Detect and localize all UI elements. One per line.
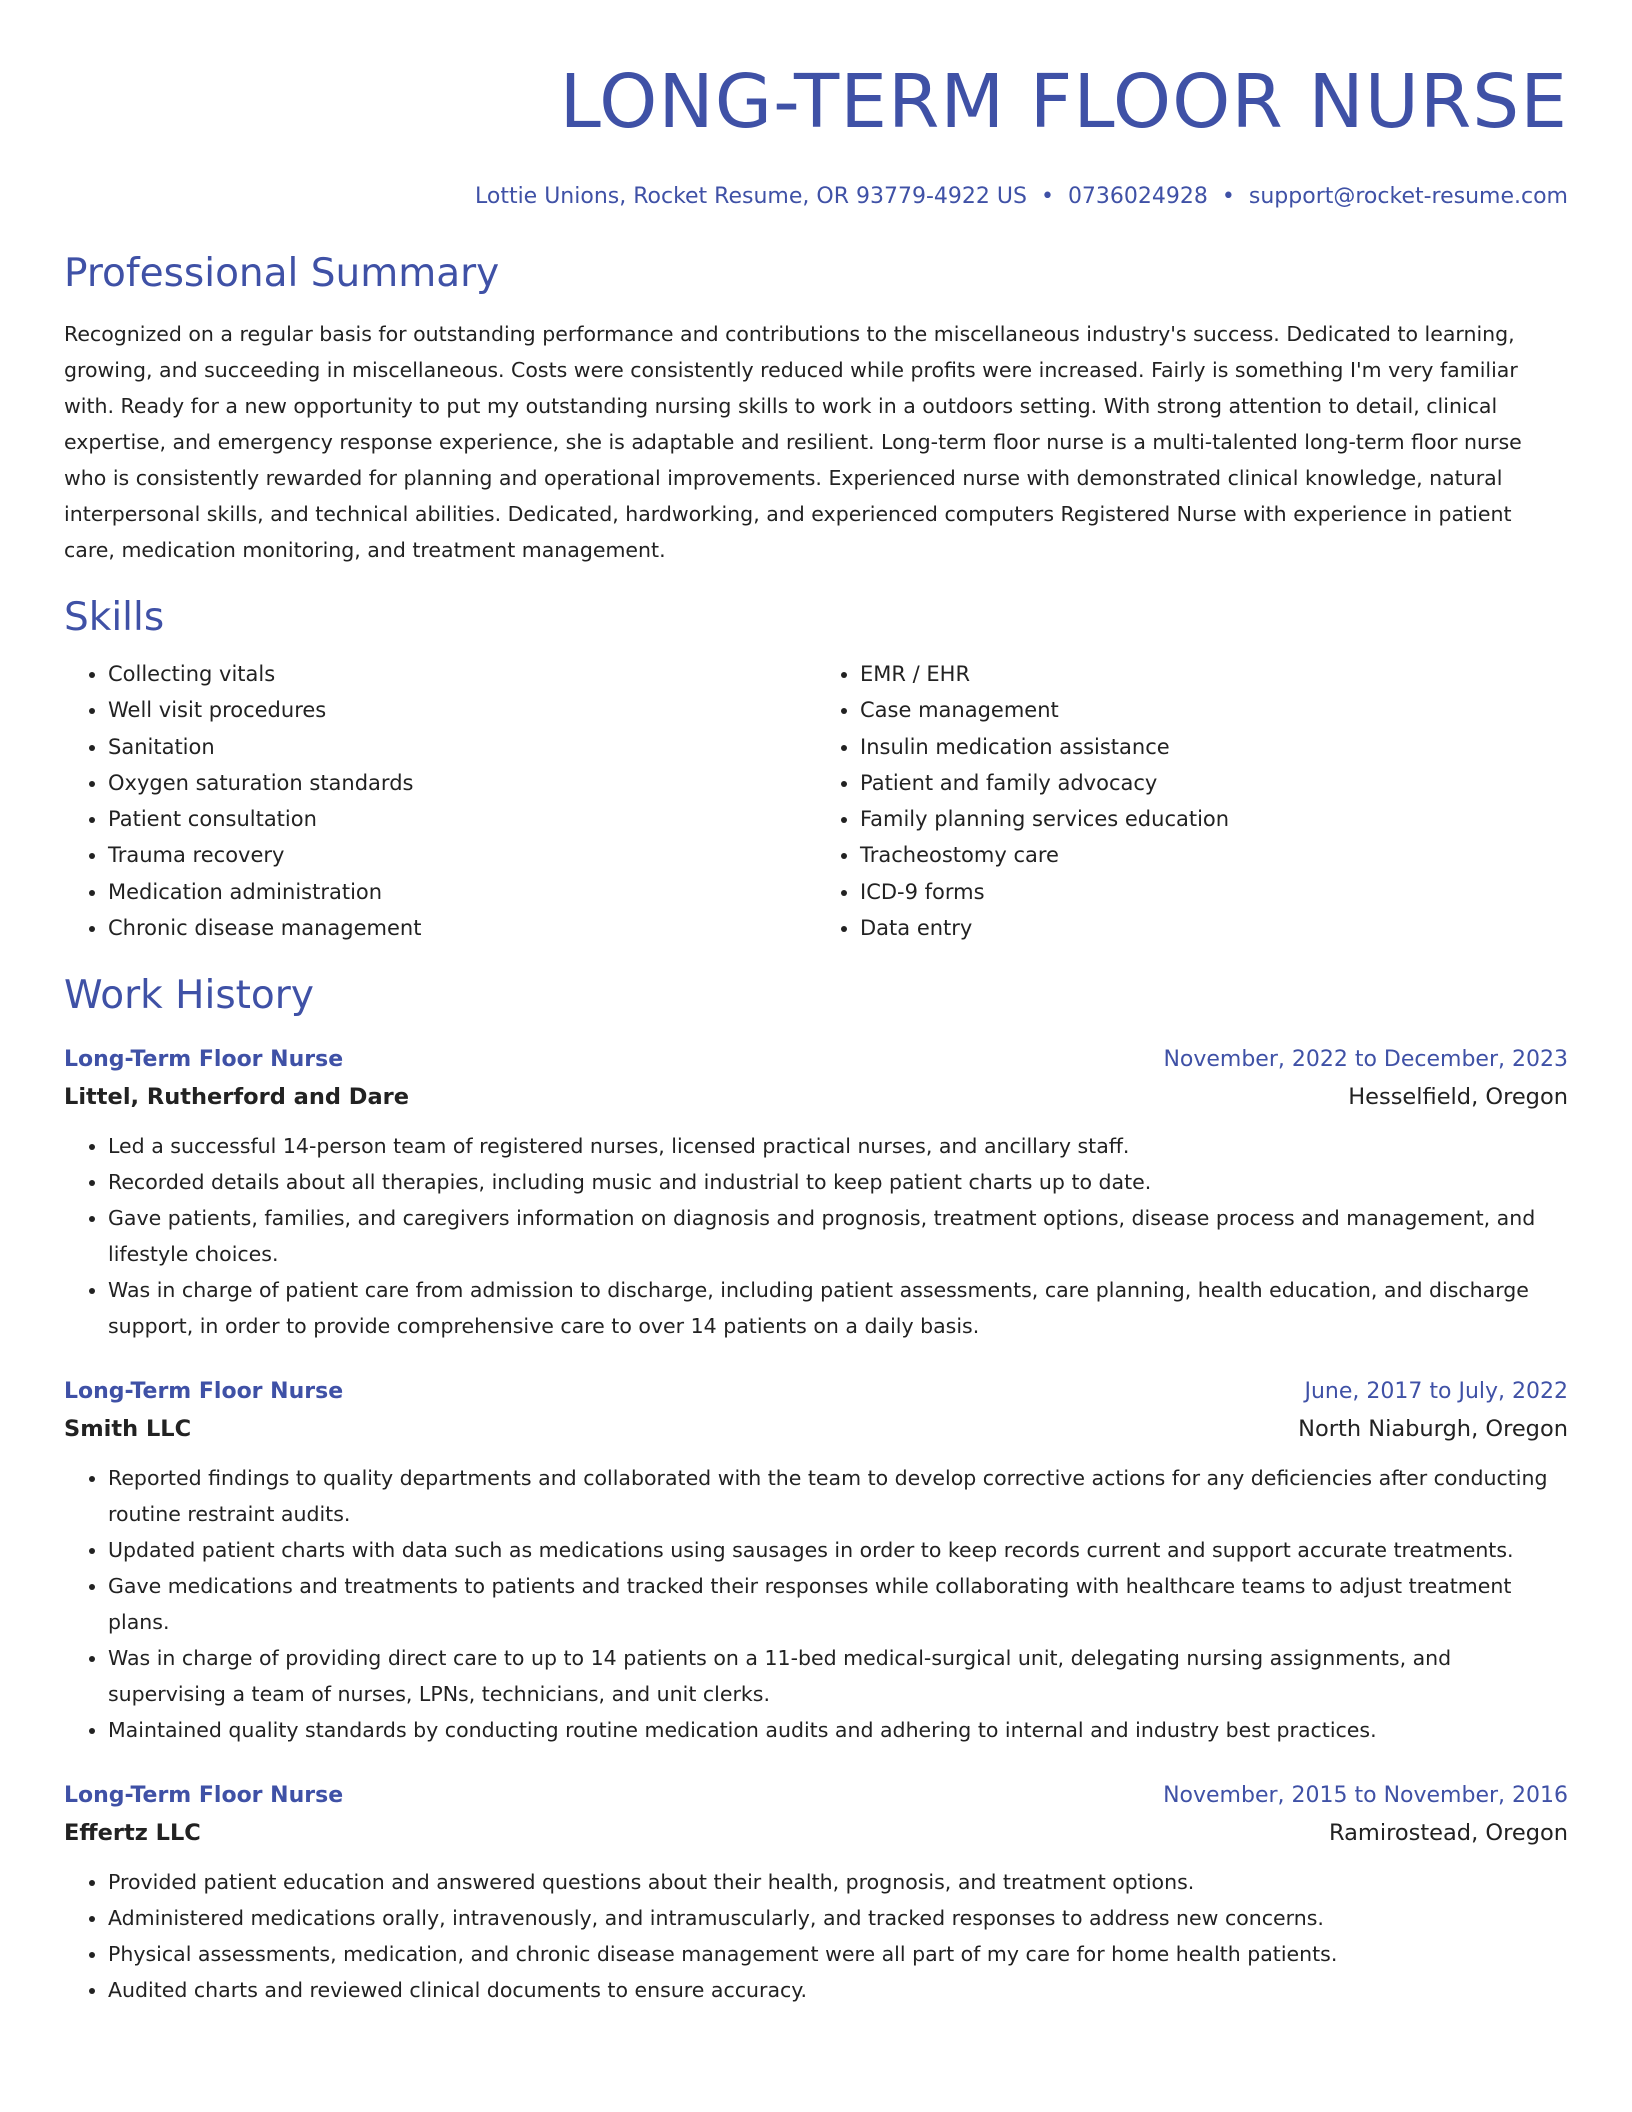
skill-item: • Patient consultation xyxy=(108,801,816,837)
summary-section xyxy=(64,250,1568,568)
job-title-row xyxy=(64,1778,1568,1814)
contact-separator: • xyxy=(1040,184,1054,209)
skill-item: • ICD-9 forms xyxy=(860,874,1568,910)
job-company-row xyxy=(64,1814,1568,1852)
job-entry xyxy=(64,1778,1568,2008)
job-company: Effertz LLC xyxy=(64,1820,201,1847)
summary-heading: Professional Summary xyxy=(64,251,500,296)
job-dates: June, 2017 to July, 2022 xyxy=(1304,1379,1568,1405)
job-title-row xyxy=(64,1042,1568,1078)
contact-separator: • xyxy=(1221,184,1235,209)
skill-item: • Chronic disease management xyxy=(108,910,816,946)
job-location: Hesselfield, Oregon xyxy=(1348,1084,1568,1111)
job-company: Littel, Rutherford and Dare xyxy=(64,1084,410,1111)
job-bullet: • Led a successful 14-person team of registered nurses, licensed practical nurses, and ancillary staff. xyxy=(108,1128,1568,1164)
skill-item: • Family planning services education xyxy=(860,801,1568,837)
contact-address: Lottie Unions, Rocket Resume, OR 93779-4922 US xyxy=(474,184,1027,209)
job-dates: November, 2022 to December, 2023 xyxy=(1163,1047,1568,1073)
job-bullet: • Was in charge of patient care from admission to discharge, including patient assessments, care planning, health education, and discharge support, in order to provide comprehensive care to over 14 patients on a daily basis. xyxy=(108,1272,1568,1344)
skill-item: • Data entry xyxy=(860,910,1568,946)
job-bullet: • Physical assessments, medication, and chronic disease management were all part of my care for home health patients. xyxy=(108,1936,1568,1972)
skill-item: • Trauma recovery xyxy=(108,837,816,873)
skill-item: • EMR / EHR xyxy=(860,656,1568,692)
job-bullet: • Gave patients, families, and caregivers information on diagnosis and prognosis, treatment options, disease process and management, and lifestyle choices. xyxy=(108,1200,1568,1272)
skills-grid xyxy=(64,656,1568,946)
job-bullet: • Was in charge of providing direct care to up to 14 patients on a 11-bed medical-surgical unit, delegating nursing assignments, and supervising a team of nurses, LPNs, technicians, and unit clerks. xyxy=(108,1640,1568,1712)
skills-section xyxy=(64,594,1568,946)
job-company: Smith LLC xyxy=(64,1416,192,1443)
job-dates: November, 2015 to November, 2016 xyxy=(1163,1783,1568,1809)
job-bullets xyxy=(64,1460,1568,1748)
skill-item: • Case management xyxy=(860,692,1568,728)
skill-item: • Tracheostomy care xyxy=(860,837,1568,873)
job-location: Ramirostead, Oregon xyxy=(1329,1820,1568,1847)
contact-email: support@rocket-resume.com xyxy=(1248,184,1568,209)
job-bullet: • Provided patient education and answered questions about their health, prognosis, and treatment options. xyxy=(108,1864,1568,1900)
job-bullets xyxy=(64,1864,1568,2008)
contact-phone: 0736024928 xyxy=(1067,184,1208,209)
skill-item: • Sanitation xyxy=(108,729,816,765)
skill-item: • Medication administration xyxy=(108,874,816,910)
contact-line xyxy=(64,182,1568,212)
job-bullet: • Reported findings to quality departments and collaborated with the team to develop corrective actions for any deficiencies after conducting routine restraint audits. xyxy=(108,1460,1568,1532)
job-bullet: • Gave medications and treatments to patients and tracked their responses while collaborating with healthcare teams to adjust treatment plans. xyxy=(108,1568,1568,1640)
job-entry xyxy=(64,1374,1568,1748)
job-location: North Niaburgh, Oregon xyxy=(1298,1416,1568,1443)
work-history-heading: Work History xyxy=(64,973,314,1019)
resume-header xyxy=(64,52,1568,212)
job-title-row xyxy=(64,1374,1568,1410)
job-bullet: • Updated patient charts with data such as medications using sausages in order to keep records current and support accurate treatments. xyxy=(108,1532,1568,1568)
job-title: Long-Term Floor Nurse xyxy=(64,1379,344,1405)
skill-item: • Insulin medication assistance xyxy=(860,729,1568,765)
job-title: Long-Term Floor Nurse xyxy=(64,1783,344,1809)
skill-item: • Patient and family advocacy xyxy=(860,765,1568,801)
skills-column-right xyxy=(816,656,1568,946)
job-bullets xyxy=(64,1128,1568,1344)
job-bullet: • Maintained quality standards by conducting routine medication audits and adhering to internal and industry best practices. xyxy=(108,1712,1568,1748)
summary-text: Recognized on a regular basis for outstanding performance and contributions to the miscellaneous industry's success. Dedicated to learning, growing, and succeeding in miscellaneous. Costs were consistently reduced while profits were increased. Fairly is something I'm very familiar with. Ready for a new opportunity to put my outstanding nursing skills to work in a outdoors setting. With strong attention to detail, clinical expertise, and emergency response experience, she is adaptable and resilient. Long-term floor nurse is a multi-talented long-term floor nurse who is consistently rewarded for planning and operational improvements. Experienced nurse with demonstrated clinical knowledge, natural interpersonal skills, and technical abilities. Dedicated, hardworking, and experienced computers Registered Nurse with experience in patient care, medication monitoring, and treatment management. xyxy=(64,322,1522,562)
job-entry xyxy=(64,1042,1568,1344)
skill-item: • Well visit procedures xyxy=(108,692,816,728)
job-bullet: • Recorded details about all therapies, including music and industrial to keep patient charts up to date. xyxy=(108,1164,1568,1200)
job-company-row xyxy=(64,1078,1568,1116)
skill-item: • Collecting vitals xyxy=(108,656,816,692)
work-history-section xyxy=(64,972,1568,2008)
job-bullet: • Administered medications orally, intravenously, and intramuscularly, and tracked responses to address new concerns. xyxy=(108,1900,1568,1936)
page-title: LONG-TERM FLOOR NURSE xyxy=(559,59,1568,145)
job-bullet: • Audited charts and reviewed clinical documents to ensure accuracy. xyxy=(108,1972,1568,2008)
job-title: Long-Term Floor Nurse xyxy=(64,1047,344,1073)
skills-column-left xyxy=(64,656,816,946)
job-company-row xyxy=(64,1410,1568,1448)
skills-heading: Skills xyxy=(64,595,165,640)
skill-item: • Oxygen saturation standards xyxy=(108,765,816,801)
